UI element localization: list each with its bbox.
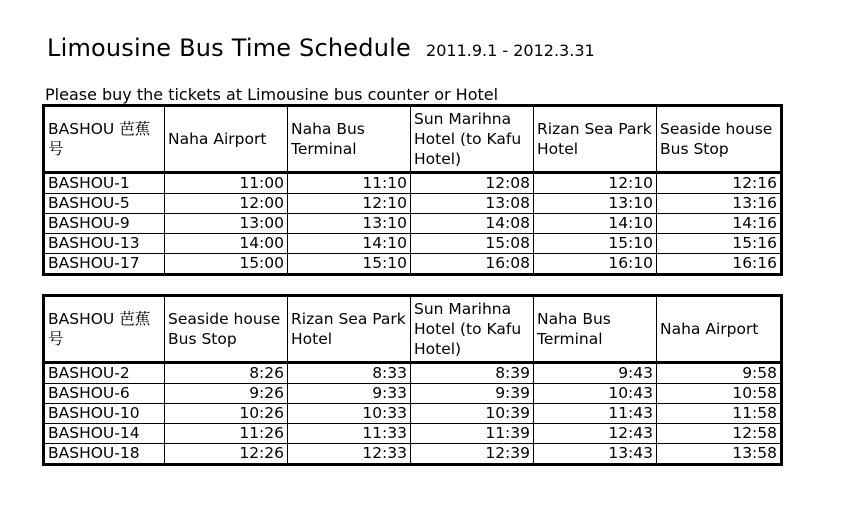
- time-cell: 12:08: [411, 173, 534, 194]
- return-schedule-table: [42, 294, 783, 466]
- time-cell: 10:58: [657, 384, 782, 404]
- time-cell: 13:16: [657, 194, 782, 214]
- time-cell: 9:43: [534, 363, 657, 384]
- time-cell: 15:08: [411, 234, 534, 254]
- time-cell: 11:39: [411, 424, 534, 444]
- time-cell: 16:10: [534, 254, 657, 275]
- time-cell: 14:08: [411, 214, 534, 234]
- time-cell: 8:33: [288, 363, 411, 384]
- header-cell-stop: Rizan Sea Park Hotel: [534, 106, 657, 173]
- time-cell: 12:33: [288, 444, 411, 465]
- header-cell-stop: Sun Marihna Hotel (to Kafu Hotel): [411, 106, 534, 173]
- time-cell: 14:16: [657, 214, 782, 234]
- header-cell-stop: Naha Bus Terminal: [534, 296, 657, 363]
- time-cell: 12:10: [534, 173, 657, 194]
- route-name-cell: BASHOU-17: [44, 254, 165, 275]
- page-title: Limousine Bus Time Schedule: [47, 34, 411, 62]
- table-row: [44, 254, 782, 275]
- table-row: [44, 384, 782, 404]
- time-cell: 9:26: [165, 384, 288, 404]
- header-row: [44, 106, 782, 173]
- time-cell: 13:43: [534, 444, 657, 465]
- time-cell: 15:16: [657, 234, 782, 254]
- time-cell: 13:10: [534, 194, 657, 214]
- time-cell: 8:39: [411, 363, 534, 384]
- time-cell: 12:00: [165, 194, 288, 214]
- table-row: [44, 214, 782, 234]
- outbound-schedule-table: [42, 104, 783, 276]
- time-cell: 14:10: [288, 234, 411, 254]
- header-cell-stop: Rizan Sea Park Hotel: [288, 296, 411, 363]
- time-cell: 14:10: [534, 214, 657, 234]
- route-name-cell: BASHOU-5: [44, 194, 165, 214]
- table-row: [44, 444, 782, 465]
- time-cell: 12:58: [657, 424, 782, 444]
- route-name-cell: BASHOU-13: [44, 234, 165, 254]
- time-cell: 13:10: [288, 214, 411, 234]
- time-cell: 10:26: [165, 404, 288, 424]
- time-cell: 16:16: [657, 254, 782, 275]
- route-name-cell: BASHOU-18: [44, 444, 165, 465]
- header-cell-stop: Seaside house Bus Stop: [165, 296, 288, 363]
- time-cell: 12:43: [534, 424, 657, 444]
- route-name-cell: BASHOU-2: [44, 363, 165, 384]
- header-cell-stop: Naha Airport: [165, 106, 288, 173]
- time-cell: 11:00: [165, 173, 288, 194]
- header-cell-stop: Seaside house Bus Stop: [657, 106, 782, 173]
- time-cell: 9:39: [411, 384, 534, 404]
- table-row: [44, 424, 782, 444]
- table-row: [44, 173, 782, 194]
- header-cell-route: BASHOU 芭蕉号: [44, 296, 165, 363]
- route-name-cell: BASHOU-1: [44, 173, 165, 194]
- time-cell: 10:33: [288, 404, 411, 424]
- time-cell: 13:58: [657, 444, 782, 465]
- route-name-cell: BASHOU-9: [44, 214, 165, 234]
- title-row: [47, 34, 595, 62]
- time-cell: 13:00: [165, 214, 288, 234]
- time-cell: 13:08: [411, 194, 534, 214]
- route-name-cell: BASHOU-6: [44, 384, 165, 404]
- time-cell: 16:08: [411, 254, 534, 275]
- time-cell: 10:39: [411, 404, 534, 424]
- time-cell: 15:10: [534, 234, 657, 254]
- date-range: 2011.9.1 - 2012.3.31: [426, 41, 595, 60]
- table-row: [44, 234, 782, 254]
- route-name-cell: BASHOU-10: [44, 404, 165, 424]
- time-cell: 11:33: [288, 424, 411, 444]
- time-cell: 12:10: [288, 194, 411, 214]
- time-cell: 12:16: [657, 173, 782, 194]
- header-cell-stop: Naha Airport: [657, 296, 782, 363]
- table-row: [44, 363, 782, 384]
- header-cell-stop: Naha Bus Terminal: [288, 106, 411, 173]
- time-cell: 12:39: [411, 444, 534, 465]
- header-cell-route: BASHOU 芭蕉号: [44, 106, 165, 173]
- time-cell: 11:58: [657, 404, 782, 424]
- table-row: [44, 404, 782, 424]
- time-cell: 11:43: [534, 404, 657, 424]
- time-cell: 10:43: [534, 384, 657, 404]
- header-row: [44, 296, 782, 363]
- route-name-cell: BASHOU-14: [44, 424, 165, 444]
- time-cell: 11:26: [165, 424, 288, 444]
- ticket-note: Please buy the tickets at Limousine bus counter or Hotel: [45, 85, 499, 104]
- time-cell: 11:10: [288, 173, 411, 194]
- time-cell: 15:10: [288, 254, 411, 275]
- time-cell: 15:00: [165, 254, 288, 275]
- header-cell-stop: Sun Marihna Hotel (to Kafu Hotel): [411, 296, 534, 363]
- time-cell: 8:26: [165, 363, 288, 384]
- time-cell: 12:26: [165, 444, 288, 465]
- time-cell: 9:58: [657, 363, 782, 384]
- time-cell: 14:00: [165, 234, 288, 254]
- table-row: [44, 194, 782, 214]
- time-cell: 9:33: [288, 384, 411, 404]
